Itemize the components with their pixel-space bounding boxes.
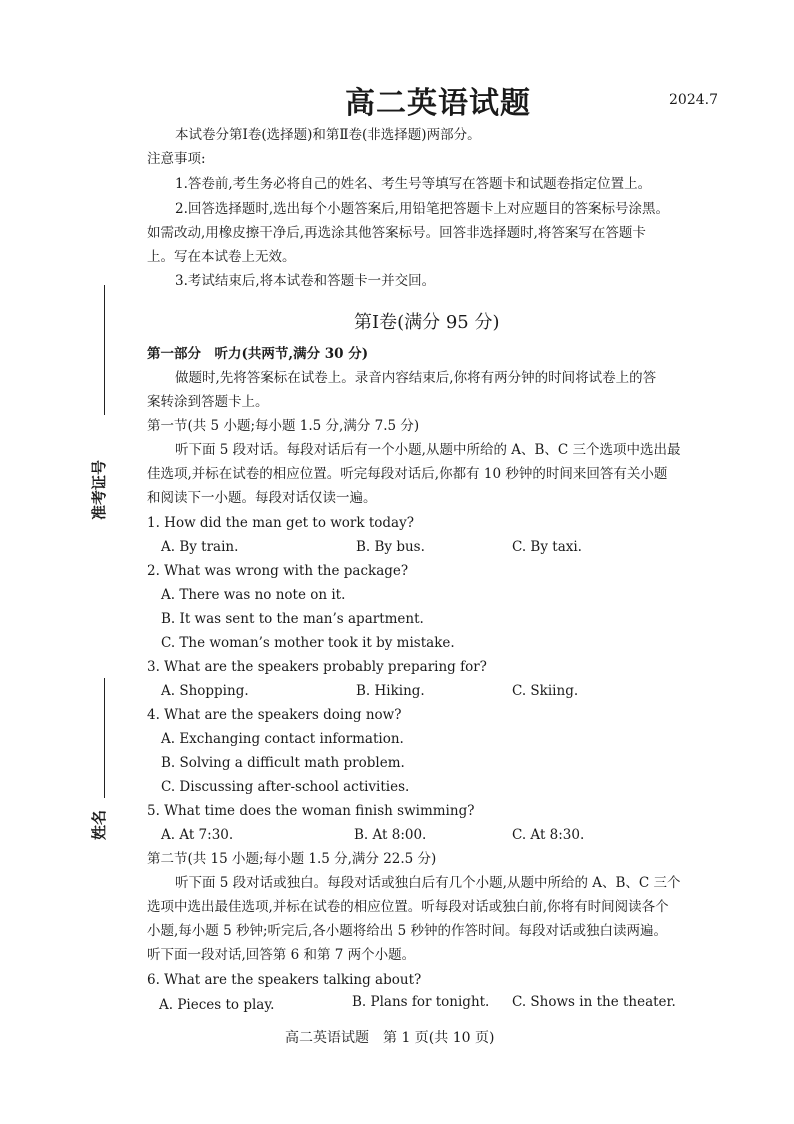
option: C. At 8:30. (512, 827, 585, 843)
option: C. Skiing. (512, 683, 579, 699)
option: A. At 7:30. (161, 827, 234, 843)
option: B. Solving a difficult math problem. (161, 755, 405, 771)
section2-intro-line: 小题,每小题 5 秒钟;听完后,各小题将给出 5 秒钟的作答时间。每段对话或独白读两遍。 (147, 923, 667, 939)
option: B. Plans for tonight. (352, 994, 490, 1010)
option: B. Hiking. (356, 683, 425, 699)
section2-intro-line: 听下面 5 段对话或独白。每段对话或独白后有几个小题,从题中所给的 A、B、C 三个 (175, 875, 681, 891)
note-line: 1.答卷前,考生务必将自己的姓名、考生号等填写在答题卡和试题卷指定位置上。 (175, 176, 652, 192)
note-line: 上。写在本试卷上无效。 (147, 249, 296, 265)
option: A. Shopping. (161, 683, 249, 699)
section1-heading: 第一节(共 5 小题;每小题 1.5 分,满分 7.5 分) (147, 418, 420, 434)
id-number-underline (104, 285, 105, 415)
note-line: 3.考试结束后,将本试卷和答题卡一并交回。 (175, 273, 436, 289)
intro-text: 本试卷分第Ⅰ卷(选择题)和第Ⅱ卷(非选择题)两部分。 (175, 127, 481, 143)
option: B. It was sent to the man’s apartment. (161, 611, 424, 627)
question-5: 5. What time does the woman finish swimming? (147, 803, 475, 819)
question-6: 6. What are the speakers talking about? (147, 972, 422, 988)
section2-intro-line: 选项中选出最佳选项,并标在试卷的相应位置。听每段对话或独白前,你将有时间阅读各个 (147, 899, 669, 915)
section1-intro-line: 佳选项,并标在试卷的相应位置。听完每段对话后,你都有 10 秒钟的时间来回答有关小题 (147, 466, 668, 482)
part1-intro-line: 做题时,先将答案标在试卷上。录音内容结束后,你将有两分钟的时间将试卷上的答 (175, 370, 657, 386)
option: C. Shows in the theater. (512, 994, 676, 1010)
name-label: 姓名 (90, 809, 108, 840)
notes-heading: 注意事项: (147, 151, 206, 167)
note-line: 如需改动,用橡皮擦干净后,再选涂其他答案标号。回答非选择题时,将答案写在答题卡 (147, 225, 646, 241)
section1-intro-line: 和阅读下一小题。每段对话仅读一遍。 (147, 490, 377, 506)
question-4: 4. What are the speakers doing now? (147, 707, 402, 723)
section1-intro-line: 听下面 5 段对话。每段对话后有一个小题,从题中所给的 A、B、C 三个选项中选出最 (175, 442, 681, 458)
id-number-label: 准考证号 (90, 459, 108, 520)
part1-intro-line: 案转涂到答题卡上。 (147, 394, 269, 410)
question-3: 3. What are the speakers probably preparing for? (147, 659, 487, 675)
option: B. By bus. (356, 539, 425, 555)
page-title: 高二英语试题 (345, 86, 531, 121)
option: C. Discussing after-school activities. (161, 779, 410, 795)
question-1: 1. How did the man get to work today? (147, 515, 414, 531)
question-2: 2. What was wrong with the package? (147, 563, 409, 579)
option: A. Exchanging contact information. (161, 731, 404, 747)
option: A. Pieces to play. (159, 997, 275, 1013)
option: A. By train. (161, 539, 239, 555)
name-underline (104, 678, 105, 798)
option: B. At 8:00. (354, 827, 427, 843)
part1-heading: 第一部分 听力(共两节,满分 30 分) (147, 346, 369, 362)
page-footer: 高二英语试题 第 1 页(共 10 页) (285, 1030, 495, 1046)
option: C. By taxi. (512, 539, 582, 555)
section2-heading: 第二节(共 15 小题;每小题 1.5 分,满分 22.5 分) (147, 851, 437, 867)
note-line: 2.回答选择题时,选出每个小题答案后,用铅笔把答题卡上对应题目的答案标号涂黑。 (175, 201, 669, 217)
option: A. There was no note on it. (161, 587, 346, 603)
option: C. The woman’s mother took it by mistake. (161, 635, 455, 651)
volume-heading: 第Ⅰ卷(满分 95 分) (354, 312, 500, 333)
exam-date: 2024.7 (669, 92, 718, 108)
section2-lead: 听下面一段对话,回答第 6 和第 7 两个小题。 (147, 947, 416, 963)
